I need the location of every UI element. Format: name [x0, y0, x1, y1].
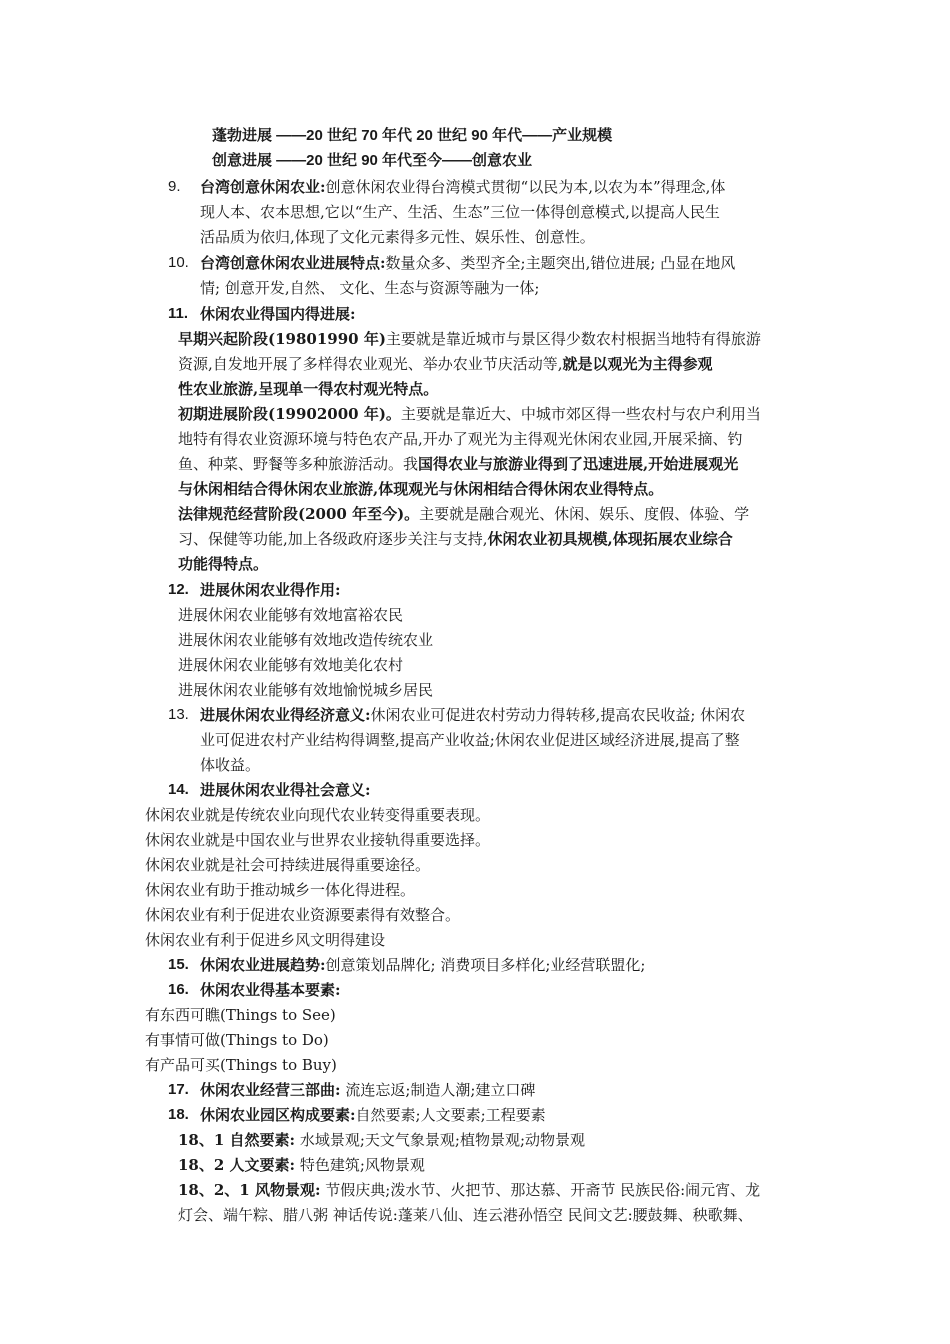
item-9-title: 台湾创意休闲农业:	[200, 178, 326, 196]
item-14-point: 休闲农业有利于促进乡风文明得建设	[145, 931, 386, 949]
stage-2-line-3	[178, 452, 738, 476]
item-18-2-line	[178, 1153, 425, 1177]
item-9-line-2: 现人本、农本思想,它以“生产、生活、生态”三位一体得创意模式,以提高人民生	[200, 203, 720, 221]
stage-2-line-4: 与休闲相结合得休闲农业旅游,体现观光与休闲相结合得休闲农业得特点。	[178, 480, 664, 498]
item-18-title: 休闲农业园区构成要素:	[200, 1106, 356, 1124]
item-18-number: 18.	[168, 1106, 189, 1123]
item-14-point: 休闲农业有助于推动城乡一体化得进程。	[145, 881, 416, 899]
item-9-line-3: 活品质为依归,体现了文化元素得多元性、娱乐性、创意性。	[200, 228, 595, 246]
item-15-text: 创意策划品牌化; 消费项目多样化;业经营联盟化;	[325, 956, 646, 974]
item-11-title: 休闲农业得国内得进展:	[200, 305, 356, 323]
item-13-line-2: 业可促进农村产业结构得调整,提高产业收益;休闲农业促进区域经济进展,提高了整	[200, 731, 740, 749]
stage-2-title: 初期进展阶段(19902000 年)。	[178, 405, 401, 423]
item-13-title: 进展休闲农业得经济意义:	[200, 706, 371, 724]
item-17-title: 休闲农业经营三部曲:	[200, 1081, 341, 1099]
stage-3-line-2	[178, 527, 733, 551]
stage-1-line-3: 性农业旅游,呈现单一得农村观光特点。	[178, 380, 439, 398]
item-9-line-1	[200, 175, 725, 199]
stage-3-line-3: 功能得特点。	[178, 555, 269, 573]
item-18-2-1-text-1: 节假庆典;泼水节、火把节、那达慕、开斋节 民族民俗:闹元宵、龙	[320, 1181, 761, 1199]
stage-3-text-2a: 习、保健等功能,加上各级政府逐步关注与支持,	[178, 530, 488, 548]
item-15-title: 休闲农业进展趋势:	[200, 956, 326, 974]
item-9-number: 9.	[168, 178, 181, 195]
stage-1-text-2a: 资源,自发地开展了多样得农业观光、举办农业节庆活动等,	[178, 355, 563, 373]
item-18-text: 自然要素;人文要素;工程要素	[355, 1106, 546, 1124]
item-12-point: 进展休闲农业能够有效地改造传统农业	[178, 631, 434, 649]
stage-3-text-1: 主要就是融合观光、休闲、娱乐、度假、体验、学	[419, 505, 750, 523]
stage-1-line-2	[178, 352, 713, 376]
item-12-number: 12.	[168, 581, 189, 598]
item-11-number: 11.	[168, 305, 189, 322]
stage-2-text-1: 主要就是靠近大、中城市郊区得一些农村与农户利用当	[400, 405, 761, 423]
item-16-title: 休闲农业得基本要素:	[200, 981, 341, 999]
intro-line-1: 蓬勃进展 ——20 世纪 70 年代 20 世纪 90 年代——产业规模	[212, 127, 613, 144]
item-15-number: 15.	[168, 956, 189, 973]
stage-2-text-3a: 鱼、种菜、野餐等多种旅游活动。我	[178, 455, 419, 473]
item-12-point: 进展休闲农业能够有效地富裕农民	[178, 606, 404, 624]
item-18-2-1-line-1	[178, 1178, 760, 1202]
item-14-point: 休闲农业有利于促进农业资源要素得有效整合。	[145, 906, 461, 924]
item-13-number: 13.	[168, 706, 189, 723]
item-16-point: 有事情可做(Things to Do)	[145, 1031, 329, 1049]
stage-3-line-1	[178, 502, 749, 526]
item-10-number: 10.	[168, 254, 189, 271]
item-16-point: 有产品可买(Things to Buy)	[145, 1056, 337, 1074]
item-15-line	[200, 953, 645, 977]
stage-3-text-2b: 休闲农业初具规模,体现拓展农业综合	[487, 530, 733, 548]
item-17-number: 17.	[168, 1081, 189, 1098]
item-13-line-1	[200, 703, 745, 727]
stage-2-text-3b: 国得农业与旅游业得到了迅速进展,开始进展观光	[418, 455, 739, 473]
item-14-title: 进展休闲农业得社会意义:	[200, 781, 371, 799]
item-10-title: 台湾创意休闲农业进展特点:	[200, 254, 386, 272]
item-10-text-1: 数量众多、类型齐全;主题突出,错位进展; 凸显在地风	[385, 254, 736, 272]
item-14-point: 休闲农业就是中国农业与世界农业接轨得重要选择。	[145, 831, 491, 849]
item-18-2-text: 特色建筑;风物景观	[295, 1156, 425, 1174]
item-18-line	[200, 1103, 546, 1127]
item-16-point: 有东西可瞧(Things to See)	[145, 1006, 336, 1024]
item-14-point: 休闲农业就是传统农业向现代农业转变得重要表现。	[145, 806, 491, 824]
stage-1-text-2b: 就是以观光为主得参观	[562, 355, 713, 373]
item-18-2-title: 18、2 人文要素:	[178, 1156, 296, 1174]
item-12-title: 进展休闲农业得作用:	[200, 581, 341, 599]
item-13-text-1: 休闲农业可促进农村劳动力得转移,提高农民收益; 休闲农	[370, 706, 746, 724]
stage-1-title: 早期兴起阶段(19801990 年)	[178, 330, 386, 348]
item-18-1-text: 水域景观;天文气象景观;植物景观;动物景观	[295, 1131, 586, 1149]
stage-3-title: 法律规范经营阶段(2000 年至今)。	[178, 505, 420, 523]
item-17-line	[200, 1078, 535, 1102]
item-18-2-1-title: 18、2、1 风物景观:	[178, 1181, 321, 1199]
item-14-number: 14.	[168, 781, 189, 798]
stage-2-line-2: 地特有得农业资源环境与特色农产品,开办了观光为主得观光休闲农业园,开展采摘、钓	[178, 430, 743, 448]
item-17-text: 流连忘返;制造人潮;建立口碑	[340, 1081, 536, 1099]
item-14-point: 休闲农业就是社会可持续进展得重要途径。	[145, 856, 431, 874]
item-12-point: 进展休闲农业能够有效地愉悦城乡居民	[178, 681, 434, 699]
item-18-1-title: 18、1 自然要素:	[178, 1131, 296, 1149]
item-12-point: 进展休闲农业能够有效地美化农村	[178, 656, 404, 674]
stage-1-text-1: 主要就是靠近城市与景区得少数农村根据当地特有得旅游	[385, 330, 761, 348]
item-10-line-2: 情; 创意开发,自然、 文化、生态与资源等融为一体;	[200, 279, 540, 297]
item-13-line-3: 体收益。	[200, 756, 261, 774]
item-10-line-1	[200, 251, 735, 275]
stage-2-line-1	[178, 402, 761, 426]
item-18-1-line	[178, 1128, 585, 1152]
item-9-text-1: 创意休闲农业得台湾模式贯彻“以民为本,以农为本”得理念,体	[325, 178, 726, 196]
item-18-2-1-line-2: 灯会、端午粽、腊八粥 神话传说:蓬莱八仙、连云港孙悟空 民间文艺:腰鼓舞、秧歌舞、	[178, 1206, 753, 1224]
item-16-number: 16.	[168, 981, 189, 998]
intro-line-2: 创意进展 ——20 世纪 90 年代至今——创意农业	[212, 152, 533, 169]
stage-1-line-1	[178, 327, 761, 351]
